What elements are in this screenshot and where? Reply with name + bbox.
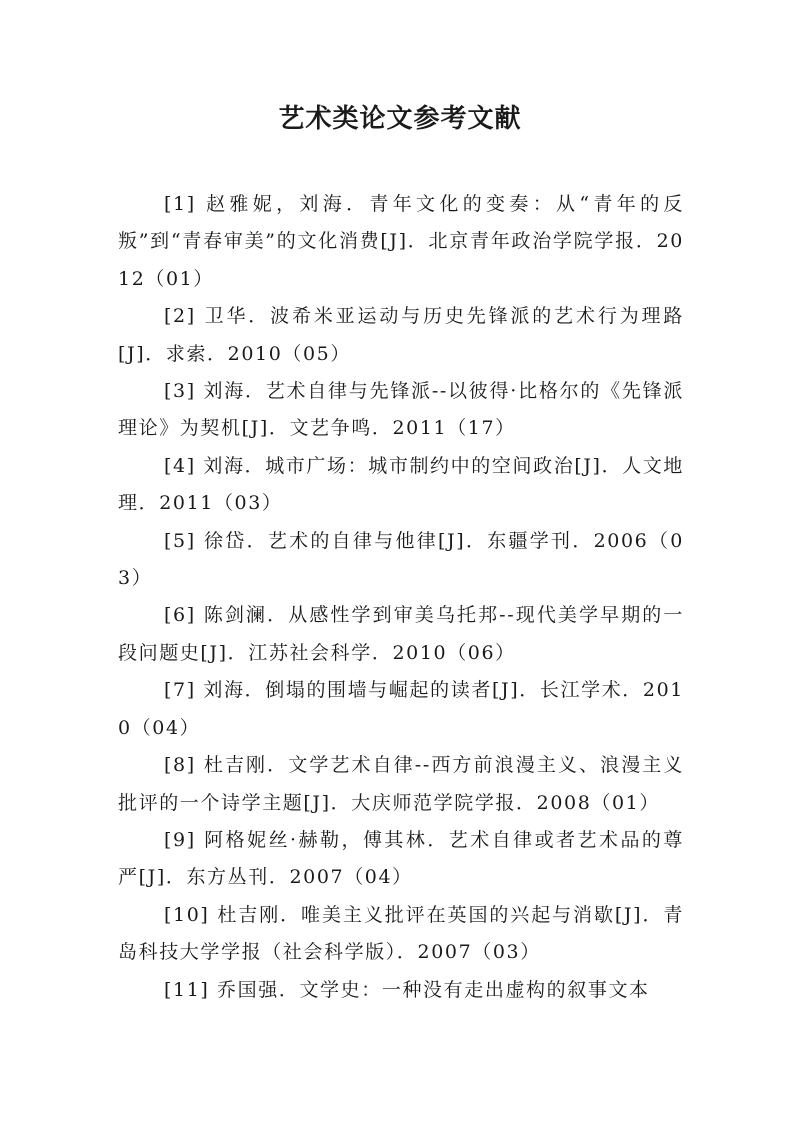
reference-list [118, 186, 684, 1009]
document-title: 艺术类论文参考文献 [278, 104, 522, 134]
reference-item-8: [8] 杜吉刚．文学艺术自律--西方前浪漫主义、浪漫主义批评的一个诗学主题[J]．大庆师范学院学报．2008（01） [118, 754, 684, 814]
reference-item-4: [4] 刘海．城市广场：城市制约中的空间政治[J]．人文地理．2011（03） [118, 454, 684, 515]
reference-item-9: [9] 阿格妮丝·赫勒，傅其林．艺术自律或者艺术品的尊严[J]．东方丛刊．2007（04） [118, 828, 684, 889]
reference-item-2: [2] 卫华．波希米亚运动与历史先锋派的艺术行为理路[J]．求索．2010（05） [118, 305, 684, 365]
reference-item-1: [1] 赵雅妮，刘海．青年文化的变奏：从“青年的反叛”到“青春审美”的文化消费[J]．北京青年政治学院学报．2012（01） [118, 193, 684, 290]
reference-item-5: [5] 徐岱．艺术的自律与他律[J]．东疆学刊．2006（03） [118, 529, 684, 590]
reference-item-6: [6] 陈剑澜．从感性学到审美乌托邦--现代美学早期的一段问题史[J]．江苏社会科学．2010（06） [118, 604, 684, 664]
reference-item-3: [3] 刘海．艺术自律与先锋派--以彼得·比格尔的《先锋派理论》为契机[J]．文艺争鸣．2011（17） [118, 380, 684, 440]
reference-item-7: [7] 刘海．倒塌的围墙与崛起的读者[J]．长江学术．2010（04） [118, 679, 684, 739]
reference-item-11: [11] 乔国强．文学史：一种没有走出虚构的叙事文本 [164, 978, 650, 1001]
reference-item-10: [10] 杜吉刚．唯美主义批评在英国的兴起与消歇[J]．青岛科技大学学报（社会科学版）．2007（03） [118, 903, 684, 964]
